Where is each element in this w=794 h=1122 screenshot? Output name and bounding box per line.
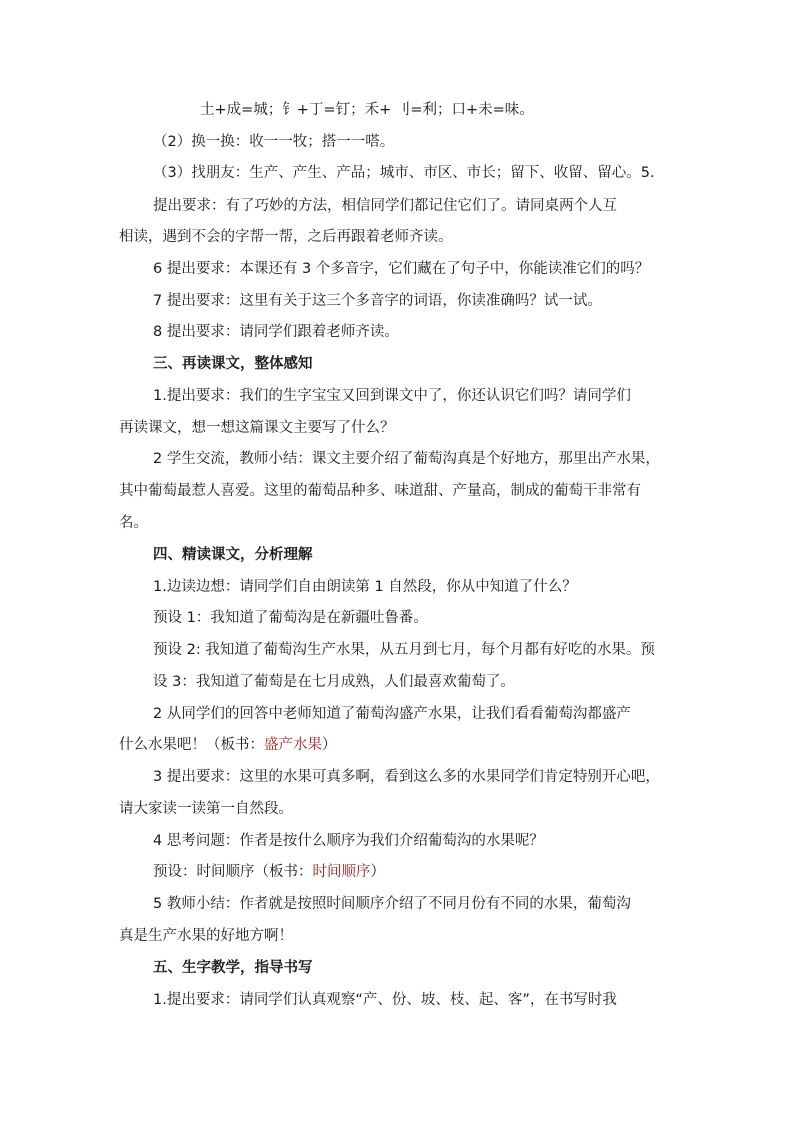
text-line: 土+成=城；钅+丁=钉；禾+ 刂=利；口+未=味。	[200, 102, 534, 118]
text-segment: 什么水果吧！（板书：	[119, 737, 264, 753]
text-line: 3 提出要求：这里的水果可真多啊，看到这么多的水果同学们肯定特别开心吧，	[153, 769, 660, 785]
board-note: 时间顺序	[312, 864, 371, 880]
text-line: （3）找朋友：生产、产生、产品；城市、市区、市长；留下、收留、留心。5.	[153, 165, 655, 181]
text-line: 2 从同学们的回答中老师知道了葡萄沟盛产水果，让我们看看葡萄沟都盛产	[153, 706, 631, 722]
text-line: 名。	[119, 515, 148, 531]
text-line: 预设 1：我知道了葡萄沟是在新疆吐鲁番。	[153, 610, 428, 626]
text-line: 设 3：我知道了葡萄是在七月成熟，人们最喜欢葡萄了。	[153, 674, 515, 690]
text-line: 1.边读边想：请同学们自由朗读第 1 自然段，你从中知道了什么？	[153, 579, 577, 595]
text-line: 提出要求：有了巧妙的方法，相信同学们都记住它们了。请同桌两个人互	[153, 198, 617, 214]
text-line: 7 提出要求：这里有关于这三个多音字的词语，你读准确吗？试一试。	[153, 293, 602, 309]
text-line: 6 提出要求：本课还有 3 个多音字，它们藏在了句子中，你能读准它们的吗？	[153, 261, 650, 277]
section-heading: 四、精读课文，分析理解	[153, 547, 313, 563]
text-line: 1.提出要求：请同学们认真观察“产、份、坡、枝、起、客”，在书写时我	[153, 992, 617, 1008]
text-line: 2 学生交流，教师小结：课文主要介绍了葡萄沟真是个好地方，那里出产水果，	[153, 451, 660, 467]
text-line: 其中葡萄最惹人喜爱。这里的葡萄品种多、味道甜、产量高，制成的葡萄干非常有	[119, 483, 641, 499]
text-line: 4 思考问题：作者是按什么顺序为我们介绍葡萄沟的水果呢？	[153, 833, 544, 849]
section-heading: 三、再读课文，整体感知	[153, 356, 313, 372]
text-line: 8 提出要求：请同学们跟着老师齐读。	[153, 324, 399, 340]
section-heading: 五、生字教学，指导书写	[153, 960, 313, 976]
text-line: 5 教师小结：作者就是按照时间顺序介绍了不同月份有不同的水果，葡萄沟	[153, 896, 631, 912]
text-line: 1.提出要求：我们的生字宝宝又回到课文中了，你还认识它们吗？请同学们	[153, 388, 631, 404]
text-line: 预设 2: 我知道了葡萄沟生产水果，从五月到七月，每个月都有好吃的水果。预	[153, 642, 655, 658]
text-segment: 预设：时间顺序（板书：	[153, 864, 313, 880]
text-line: 相读，遇到不会的字帮一帮，之后再跟着老师齐读。	[119, 229, 453, 245]
text-line: 真是生产水果的好地方啊！	[119, 928, 293, 944]
text-line: 请大家读一读第一自然段。	[119, 801, 293, 817]
text-line	[119, 735, 337, 755]
text-line	[153, 862, 385, 882]
text-segment: ）	[322, 737, 337, 753]
board-note: 盛产水果	[264, 737, 322, 753]
text-line: （2）换一换：收一一牧；搭一一嗒。	[153, 134, 395, 150]
text-line: 再读课文，想一想这篇课文主要写了什么？	[119, 420, 395, 436]
text-segment: ）	[370, 864, 385, 880]
